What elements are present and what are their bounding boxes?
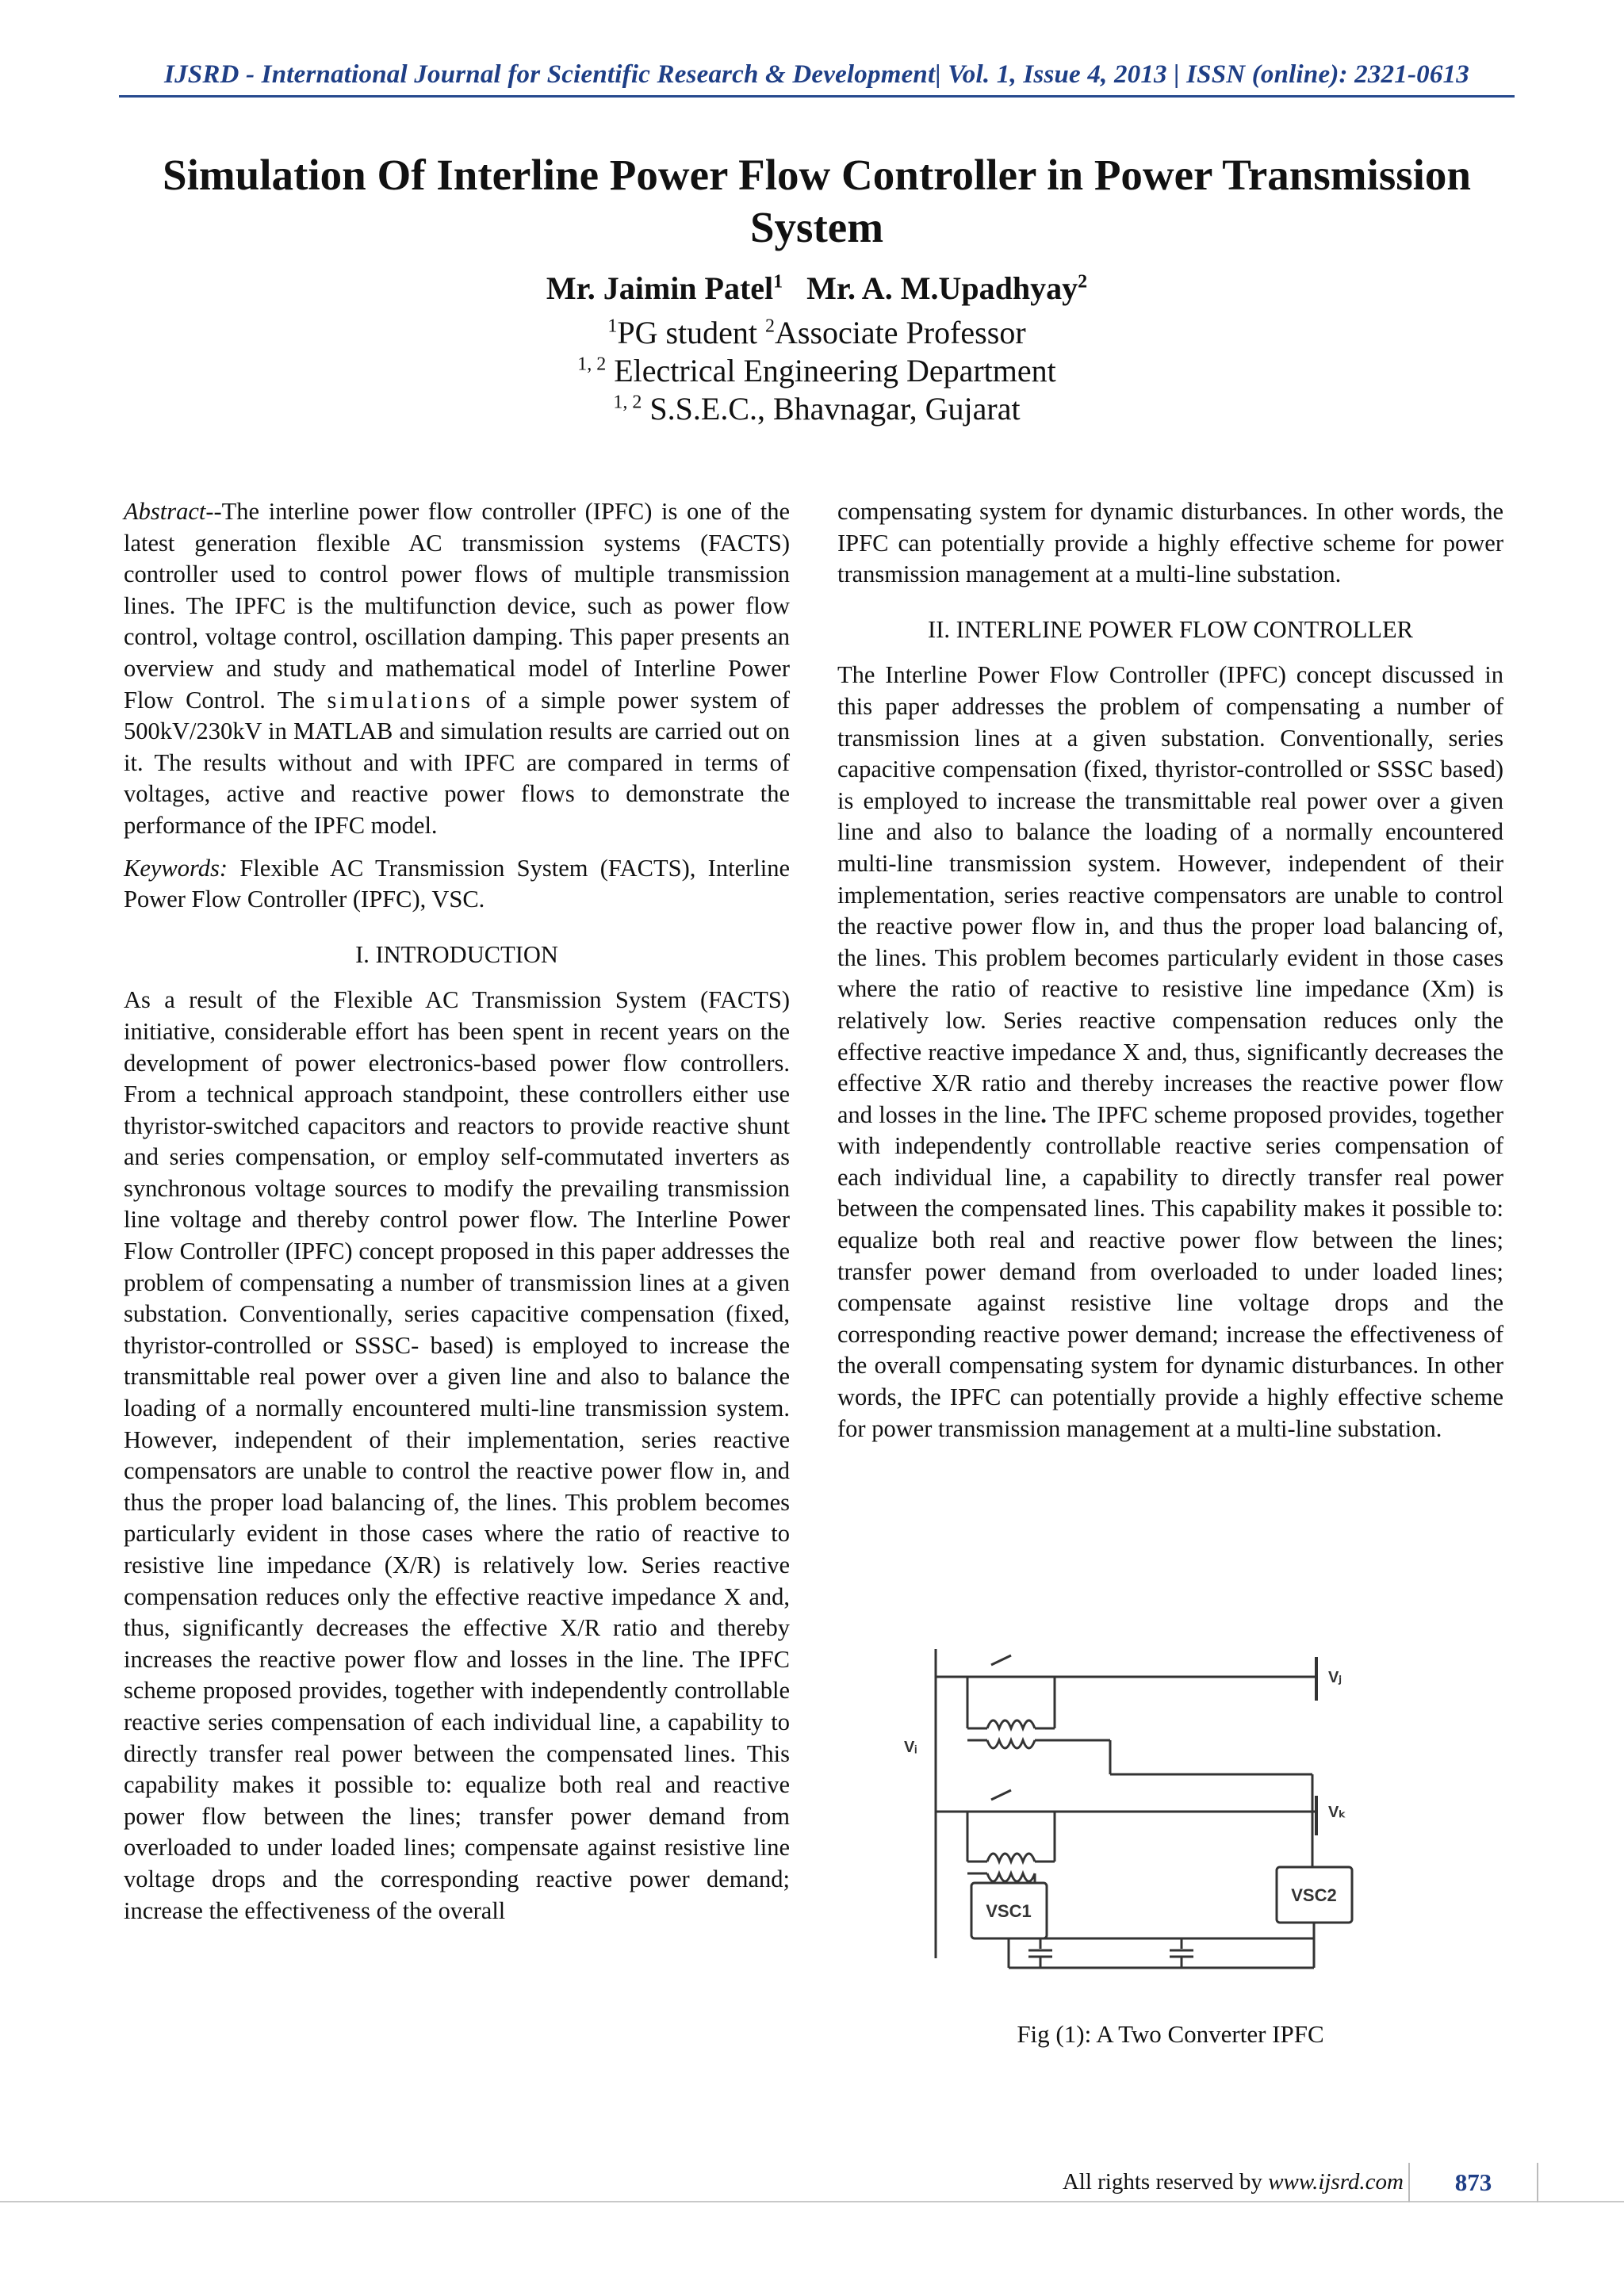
line-2: [936, 1790, 1316, 1883]
label-vk: Vₖ: [1328, 1804, 1346, 1821]
running-header: IJSRD - International Journal for Scientific Research & Development| Vol. 1, Issue 4, 2013 | ISSN (online): 2321-0613: [164, 60, 1469, 89]
authors-line: [119, 270, 1515, 307]
ipfc-circuit-diagram: [872, 1641, 1372, 1982]
ipfc-text-b: The IPFC scheme proposed provides, together with independently controllable reactive series compensation of each individual line, a capability to directly transfer real power between the compensated lines. This capability makes it possible to: equalize both real and reactive power flow between the lines; transfer power demand from overloaded to under loaded lines; compensate against resistive line voltage drops and the corresponding reactive power demand; increase the effectiveness of the overall compensating system for dynamic disturbances. In other words, the IPFC can potentially provide a highly effective scheme for power transmission management at a multi-line substation.: [837, 1100, 1503, 1442]
affiliation-roles: [119, 314, 1515, 351]
section-heading-ipfc: II. INTERLINE POWER FLOW CONTROLLER: [928, 615, 1413, 643]
introduction-continued: compensating system for dynamic disturbances. In other words, the IPFC can potentially provide a highly effective scheme for power transmission management at a multi-line substation.: [837, 498, 1503, 588]
author-2-sup: 2: [1078, 271, 1088, 293]
aff-department: Electrical Engineering Department: [606, 353, 1056, 388]
ipfc-text-a: The Interline Power Flow Controller (IPFC) concept discussed in this paper addresses the problem of compensating a number of transmission lines at a given substation. Conventionally, series capacitive compensation (fixed, thyristor-controlled or SSSC based) is employed to increase the transmittable real power over a given line and also to balance the loading of a normally encountered multi-line transmission system. However, independent of their implementation, series reactive compensators are unable to control the reactive power flow in, and thus the proper load balancing of, the lines. This problem becomes particularly evident in those cases where the ratio of reactive to resistive line impedance (Xm) is relatively low. Series reactive compensation reduces only the effective reactive impedance X and, thus, significantly decreases the effective X/R ratio and thereby increases the reactive power flow and losses in the line: [837, 661, 1503, 1128]
affiliation-institute: [119, 390, 1515, 427]
dc-link: [1009, 1923, 1314, 1968]
author-2: Mr. A. M.Upadhyay: [806, 270, 1078, 306]
aff-sup: 1, 2: [577, 354, 607, 375]
keywords-text: Flexible AC Transmission System (FACTS), Interline Power Flow Controller (IPFC), VSC.: [124, 854, 790, 913]
paper-title: Simulation Of Interline Power Flow Controller in Power Transmission System: [163, 151, 1471, 251]
line-1: [936, 1655, 1316, 1867]
abstract: [124, 496, 790, 842]
footer-rule: [0, 2201, 1624, 2202]
footer-rights: [793, 2169, 1404, 2195]
ipfc-text: [837, 660, 1503, 1445]
abstract-label: Abstract: [124, 498, 206, 525]
abstract-spaced-word: simulations: [327, 686, 474, 714]
left-column: [124, 496, 790, 1927]
label-vsc2: VSC2: [1291, 1885, 1337, 1905]
label-vi: Vᵢ: [904, 1739, 917, 1756]
abstract-text-cont: of a simple power system of 500kV/230kV in MATLAB and simulation results are carried out on it. The results without and with IPFC are compared in terms of voltages, active and reactive power flows to demonstrate the performance of the IPFC model.: [124, 686, 791, 839]
aff-sup: 2: [765, 316, 776, 337]
label-vsc1: VSC1: [986, 1901, 1032, 1921]
keywords-label: Keywords:: [124, 854, 228, 882]
aff-sup: 1, 2: [613, 392, 642, 413]
aff-sup: 1: [607, 316, 618, 337]
ipfc-bold-period: .: [1040, 1100, 1047, 1128]
header-rule: [119, 95, 1515, 98]
label-vj: Vⱼ: [1328, 1669, 1342, 1686]
figure-caption: Fig (1): A Two Converter IPFC: [1017, 2020, 1324, 2048]
page-number: 873: [1408, 2163, 1538, 2202]
abstract-text: --The interline power flow controller (IPFC) is one of the latest generation flexible AC transmission systems (FACTS) controller used to control power flows of multiple transmission lines. The IPFC is the multifunction device, such as power flow control, voltage control, oscillation damping. This paper presents an overview and study and mathematical model of Interline Power Flow Control. The: [124, 498, 790, 714]
author-1-sup: 1: [773, 271, 783, 293]
keywords: [124, 853, 790, 916]
right-column: [837, 496, 1503, 1445]
footer-site: www.ijsrd.com: [1268, 2169, 1404, 2195]
aff-role-1: PG student: [617, 315, 766, 350]
aff-institute: S.S.E.C., Bhavnagar, Gujarat: [642, 391, 1021, 427]
affiliation-department: [119, 352, 1515, 389]
author-1: Mr. Jaimin Patel: [546, 270, 774, 306]
introduction-text: As a result of the Flexible AC Transmission System (FACTS) initiative, considerable effort has been spent in recent years on the development of power electronics-based power flow controllers. From a technical approach standpoint, these controllers either use thyristor-switched capacitors and reactors to provide reactive shunt and series compensation, or employ self-commutated inverters as synchronous voltage sources to modify the prevailing transmission line voltage and thereby control power flow. The Interline Power Flow Controller (IPFC) concept proposed in this paper addresses the problem of compensating a number of transmission lines at a given substation. Conventionally, series capacitive compensation (fixed, thyristor-controlled or SSSC- based) is employed to increase the transmittable real power over a given line and also to balance the loading of a normally encountered multi-line transmission system. However, independent of their implementation, series reactive compensators are unable to control the reactive power flow in, and thus the proper load balancing of, the lines. This problem becomes particularly evident in those cases where the ratio of reactive to resistive line impedance (X/R) is relatively low. Series reactive compensation reduces only the effective reactive impedance X and, thus, significantly decreases the effective X/R ratio and thereby increases the reactive power flow and losses in the line. The IPFC scheme proposed provides, together with independently controllable reactive series compensation of each individual line, a capability to directly transfer real power between the compensated lines. This capability makes it possible to: equalize both real and reactive power flow between the lines; transfer power demand from overloaded to under loaded lines; compensate against resistive line voltage drops and the corresponding reactive power demand; increase the effectiveness of the overall: [124, 986, 790, 1924]
footer-rights-text: All rights reserved by: [1062, 2169, 1269, 2195]
aff-role-2: Associate Professor: [775, 315, 1026, 350]
section-heading-introduction: I. INTRODUCTION: [355, 940, 558, 968]
